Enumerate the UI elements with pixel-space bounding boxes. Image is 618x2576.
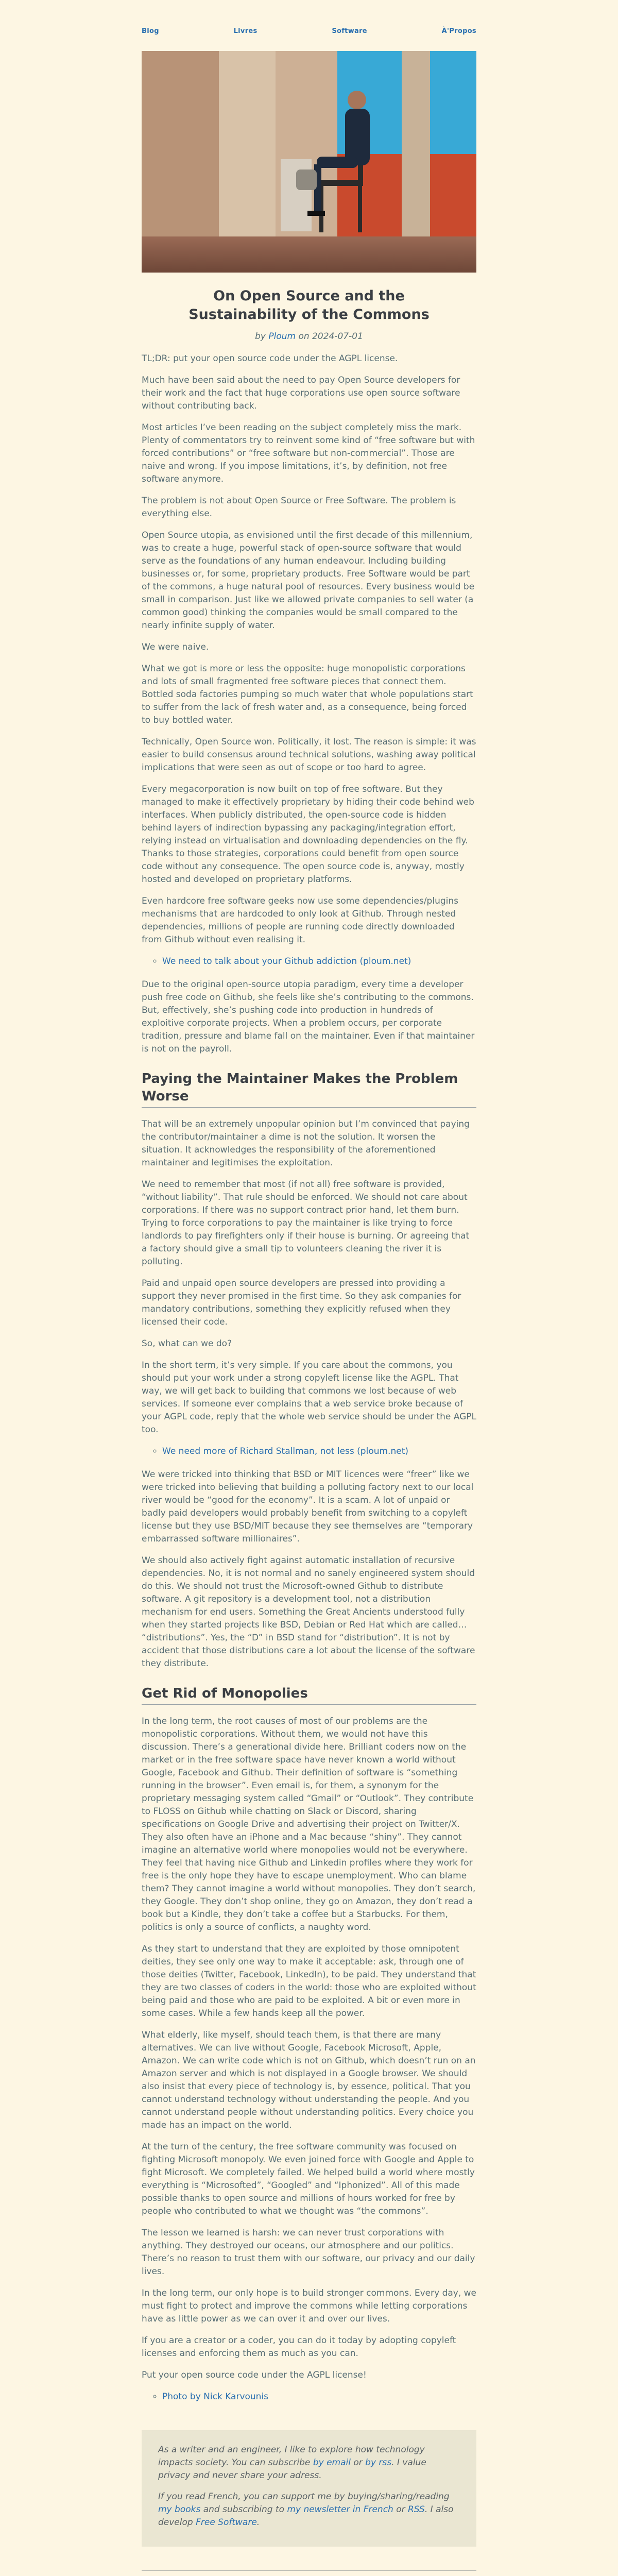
paragraph: That will be an extremely unpopular opinion but I’m convinced that paying the contributor/maintainer a dime is not the solution. It worsen the situation. It acknowledges the responsibility of the aforementioned maintainer and legitimises the exploitation. [142, 1119, 470, 1168]
paragraph: Much have been said about the need to pay Open Source developers for their work and the fact that huge corporations use open source software without contributing back. [142, 375, 460, 411]
newsletter-link[interactable]: my newsletter in French [287, 2504, 393, 2515]
paragraph: We should also actively fight against automatic installation of recursive dependencies. No, it is not normal and no sanely engineered system should do this. We should not trust the Microsoft-owned Github to distribute software. A git repository is a development tool, not a distribution mechanism for end users. Something the Great Ancients understood fully when they started projects like BSD, Debian or Red Hat which are called… “distributions”. Yes, the “D” in BSD stand for “distribution”. It is not by accident that those distributions care a lot about the license of the software they distribute. [142, 1555, 475, 1669]
paragraph: In the long term, our only hope is to build stronger commons. Every day, we must fight to protect and improve the commons while letting corporations have as little power as we can over it and over our lives. [142, 2288, 477, 2324]
paragraph: Even hardcore free software geeks now use some dependencies/plugins mechanisms that are hardcoded to only look at Github. Through nested dependencies, millions of people are running code directly downloaded from Github without even realising it. [142, 896, 458, 945]
page-title: On Open Source and the Sustainability of the Commons [188, 288, 430, 323]
stallman-link[interactable]: We need more of Richard Stallman, not less (ploum.net) [162, 1446, 408, 1456]
publish-date: 2024-07-01 [312, 331, 363, 342]
paragraph: Most articles I’ve been reading on the subject completely miss the mark. Plenty of commentators try to reinvent some kind of “free software but with forced contributions” or “free software but non-commercial”. Those are naive and wrong. If you impose limitations, it’s, by definition, not free software anymore. [142, 422, 475, 484]
byline: by Ploum on 2024-07-01 [255, 331, 363, 342]
nav-software[interactable]: Software [332, 27, 367, 35]
paragraph: The lesson we learned is harsh: we can never trust corporations with anything. They destroyed our oceans, our atmosphere and our politics. There’s no reason to trust them with our software, our privacy and our daily lives. [142, 2228, 475, 2277]
paragraph: We were naive. [142, 642, 209, 652]
link-list [142, 2391, 476, 2403]
paragraph: Open Source utopia, as envisioned until the first decade of this millennium, was to create a huge, powerful stack of open-source software that would serve as the foundations of any human endeavour. Including building businesses or, for some, proprietary products. Free Software would be part of the commons, a huge natural pool of resources. Every business would be small in comparison. Just like we allowed private companies to sell water (a common good) thinking the companies would be small compared to the nearly infinite supply of water. [142, 530, 475, 631]
photo-credit-link[interactable]: Photo by Nick Karvounis [162, 2392, 269, 2402]
nav-livres[interactable]: Livres [233, 27, 258, 35]
author-note [142, 2430, 476, 2547]
top-nav [142, 25, 476, 38]
paragraph: In the long term, the root causes of most of our problems are the monopolistic corporations. Without them, we would not have this discussion. There’s a generational divide here. Brilliant coders now on the market or in the free software space have never known a world without Google, Facebook and Github. Their definition of software is “something running in the browser”. Even email is, for them, a synonym for the proprietary messaging system called “Gmail” or “Outlook”. They contribute to FLOSS on Github while chatting on Slack or Discord, sharing specifications on Google Drive and advertising their project on Twitter/X. They also often have an iPhone and a Mac because “shiny”. They cannot imagine an alternative world where monopolies would not be everywhere. They feel that having nice Github and Linkedin profiles where they work for free is the only hope they have to escape unemployment. Who can blame them? They cannot imagine a world without monopolies. They don’t search, they Google. They don’t shop online, they go on Amazon, they don’t read a book but a Kindle, they don’t take a coffee but a Starbucks. For them, politics is only a source of conflicts, a naughty word. [142, 1716, 476, 1933]
link-list [142, 1445, 476, 1458]
paragraph: In the short term, it’s very simple. If you care about the commons, you should put your work under a strong copyleft license like the AGPL. That way, we will get back to building that commons we lost because of web services. If someone ever complains that a web service broke because of your AGPL code, reply that the whole web service should be under the AGPL too. [142, 1360, 476, 1435]
section-heading: Get Rid of Monopolies [142, 1685, 476, 1705]
hero-photo [142, 51, 476, 273]
section-heading: Paying the Maintainer Makes the Problem Worse [142, 1070, 476, 1108]
subscribe-email-link[interactable]: by email [313, 2458, 351, 2468]
books-link[interactable]: my books [158, 2504, 201, 2515]
list-item [162, 2391, 476, 2403]
paragraph: What elderly, like myself, should teach them, is that there are many alternatives. We can live without Google, Facebook Microsoft, Apple, Amazon. We can write code which is not on Github, which doesn’t run on an Amazon server and which is not displayed in a Google browser. We should also insist that every piece of technology is, by essence, political. That you cannot understand technology without understanding the people. And you cannot understand people without understanding politics. Every choice you made has an impact on the world. [142, 2030, 476, 2130]
paragraph: Technically, Open Source won. Politically, it lost. The reason is simple: it was easier to build consensus around technical solutions, washing away political implications that were seen as out of scope or too hard to agree. [142, 737, 476, 773]
author-link[interactable]: Ploum [268, 331, 296, 342]
free-software-link[interactable]: Free Software [196, 2517, 257, 2528]
paragraph: The problem is not about Open Source or Free Software. The problem is everything else. [142, 496, 456, 519]
paragraph: We were tricked into thinking that BSD or MIT licences were “freer” like we were tricked into believing that building a polluting factory next to our local river would be “good for the economy”. It is a scam. A lot of unpaid or badly paid developers would probably benefit from switching to a copyleft license but they use BSD/MIT because they see themselves are “temporary embarrassed software millionaires”. [142, 1469, 474, 1544]
paragraph: If you are a creator or a coder, you can do it today by adopting copyleft licenses and enforcing them as much as you can. [142, 2335, 456, 2359]
paragraph: As they start to understand that they are exploited by those omnipotent deities, they see only one way to make it acceptable: ask, through one of those deities (Twitter, Facebook, LinkedIn), to be paid. They understand that they are two classes of coders in the world: those who are exploited without being paid and those who are paid to be exploited. A bit or even more in some cases. While a few hands keep all the power. [142, 1944, 476, 2019]
subscribe-rss-link[interactable]: by rss [365, 2458, 392, 2468]
paragraph: Due to the original open-source utopia paradigm, every time a developer push free code on Github, she feels like she’s contributing to the commons. But, effectively, she’s pushing code into production in hundreds of exploitive corporate projects. When a problem occurs, per corporate tradition, pressure and blame fall on the maintainer. Even if that maintainer is not on the payroll. [142, 979, 475, 1054]
paragraph: TL;DR: put your open source code under the AGPL license. [142, 353, 398, 364]
paragraph: What we got is more or less the opposite: huge monopolistic corporations and lots of small fragmented free software pieces that connect them. Bottled soda factories pumping so much water that whole populations start to suffer from the lack of fresh water and, as a consequence, being forced to buy bottled water. [142, 664, 473, 725]
nav-blog[interactable]: Blog [142, 27, 159, 35]
paragraph: So, what can we do? [142, 1338, 232, 1349]
french-rss-link[interactable]: RSS [408, 2504, 425, 2515]
paragraph: At the turn of the century, the free software community was focused on fighting Microsoft monopoly. We even joined force with Google and Apple to fight Microsoft. We completely failed. We helped build a world where mostly everything is “Microsofted”, “Googled” and “Iphonized”. All of this made possible thanks to open source and millions of hours worked for free by people who contributed to what we thought was “the commons”. [142, 2142, 475, 2216]
divider [142, 2570, 476, 2571]
github-addiction-link[interactable]: We need to talk about your Github addiction (ploum.net) [162, 956, 411, 967]
link-list [142, 955, 476, 968]
paragraph: Every megacorporation is now built on top of free software. But they managed to make it effectively proprietary by hiding their code behind web interfaces. When publicly distributed, the open-source code is hidden behind layers of indirection bypassing any packaging/integration effort, relying instead on virtualisation and downloading dependencies on the fly. Thanks to those strategies, corporations could benefit from open source code without any consequence. The open source code is, anyway, mostly hosted and developed on proprietary platforms. [142, 784, 474, 885]
nav-apropos[interactable]: À'Propos [441, 27, 476, 35]
note-paragraph: If you read French, you can support me by buying/sharing/reading my books and subscribing to my newsletter in French or RSS. I also develop Free Software. [158, 2492, 454, 2528]
list-item [162, 955, 476, 968]
article-body [142, 352, 476, 2403]
list-item [162, 1445, 476, 1458]
paragraph: Put your open source code under the AGPL license! [142, 2370, 367, 2380]
paragraph: We need to remember that most (if not all) free software is provided, “without liability”. That rule should be enforced. We should not care about corporations. If there was no support contract prior hand, let them burn. Trying to force corporations to pay the maintainer is like trying to force landlords to pay firefighters only if their house is burning. Or agreeing that a factory should give a small tip to volunteers cleaning the river it is polluting. [142, 1179, 470, 1267]
paragraph: Paid and unpaid open source developers are pressed into providing a support they never promised in the first time. So they ask companies for mandatory contributions, something they explicitly refused when they licensed their code. [142, 1278, 461, 1327]
note-paragraph: As a writer and an engineer, I like to explore how technology impacts society. You can subscribe by email or by rss. I value privacy and never share your adress. [158, 2445, 426, 2481]
